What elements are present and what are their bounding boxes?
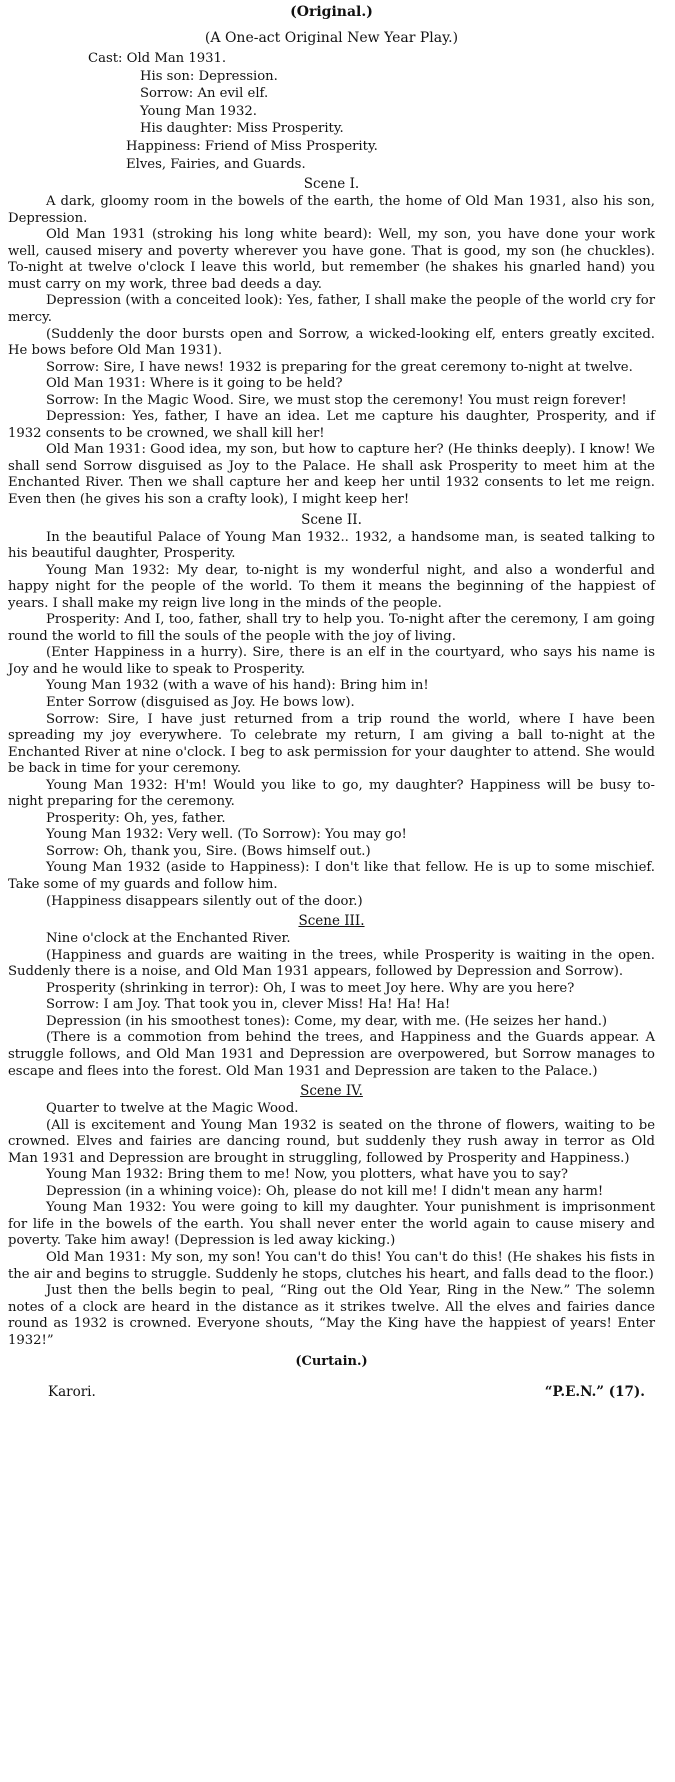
scene-paragraph: Depression (in a whining voice): Oh, please do not kill me! I didn't mean any harm!: [46, 1183, 604, 1199]
scene-paragraph: Young Man 1932 (aside to Happiness): I don't like that fellow. He is up to some mischief. Take some of my guards and follow him.: [8, 860, 655, 893]
scene-paragraph: (Happiness and guards are waiting in the trees, while Prosperity is waiting in the open. Suddenly there is a noise, and Old Man 1931 appears, followed by Depression and Sorrow).: [8, 947, 655, 980]
play-subtitle: (A One-act Original New Year Play.): [204, 30, 459, 46]
scene-paragraph: Depression (in his smoothest tones): Come, my dear, with me. (He seizes her hand.): [46, 1013, 608, 1029]
scene-paragraph: Old Man 1931: My son, my son! You can't do this! You can't do this! (He shakes his fists in the air and begins to struggle. Suddenly he stops, clutches his heart, and falls dead to the floor.): [8, 1249, 655, 1282]
scene-paragraph: Sorrow: Sire, I have news! 1932 is preparing for the great ceremony to-night at twelve.: [46, 359, 633, 375]
scene-3-title: [8, 912, 655, 931]
scene-3-body: [8, 931, 655, 1080]
scene-paragraph: Sorrow: In the Magic Wood. Sire, we must stop the ceremony! You must reign forever!: [46, 392, 627, 408]
scene-paragraph: Young Man 1932: You were going to kill my daughter. Your punishment is imprisonment for life in the bowels of the earth. You shall never enter the world again to cause misery and poverty. Take him away! (Depression is led away kicking.): [8, 1200, 655, 1249]
curtain-line: (Curtain.): [295, 1354, 368, 1370]
byline: [8, 1371, 655, 1401]
original-label: (Original.): [290, 4, 373, 20]
scene-paragraph: Prosperity: Oh, yes, father.: [46, 810, 226, 826]
cast-member: Happiness: Friend of Miss Prosperity.: [126, 138, 378, 154]
scene-paragraph: (Happiness disappears silently out of the door.): [46, 893, 363, 909]
byline-pen-name: “P.E.N.” (17).: [544, 1384, 645, 1401]
scene-paragraph: (Enter Happiness in a hurry). Sire, there is an elf in the courtyard, who says his name is Joy and he would like to speak to Prosperity.: [8, 645, 655, 677]
scene-paragraph: Prosperity: And I, too, father, shall try to help you. To-night after the ceremony, I am going round the world to fill the souls of the people with the joy of living.: [8, 612, 655, 644]
scene-4-title: [8, 1082, 655, 1101]
scene-paragraph: Enter Sorrow (disguised as Joy. He bows low).: [46, 695, 355, 711]
scene-3-title-text: Scene III.: [298, 913, 365, 930]
scene-1-title: Scene I.: [303, 176, 360, 193]
scene-4-body: [8, 1101, 655, 1349]
scene-4-title-text: Scene IV.: [300, 1083, 363, 1100]
cast-lead: Cast: Old Man 1931.: [88, 51, 227, 66]
scene-paragraph: Young Man 1932: Very well. (To Sorrow): You may go!: [46, 827, 407, 843]
scene-paragraph: Old Man 1931: Good idea, my son, but how to capture her? (He thinks deeply). I know! We shall send Sorrow disguised as Joy to the Palace. He shall ask Prosperity to meet him at the Enchanted River. Then we shall capture her and keep her until 1932 consents to let me reign. Even then (he gives his son a crafty look), I might keep her!: [8, 442, 655, 507]
scene-paragraph: Young Man 1932: My dear, to-night is my wonderful night, and also a wonderful and happy night for the people of the world. To them it means the beginning of the happiest of years. I shall make my reign live long in the minds of the people.: [8, 562, 655, 611]
scene-2-title: Scene II.: [301, 511, 362, 528]
scene-paragraph: Sorrow: I am Joy. That took you in, clever Miss! Ha! Ha! Ha!: [46, 997, 451, 1013]
scene-paragraph: Prosperity (shrinking in terror): Oh, I was to meet Joy here. Why are you here?: [46, 980, 575, 996]
scene-2-body: [8, 530, 655, 911]
cast-member: His son: Depression.: [140, 68, 278, 84]
scene-paragraph: Nine o'clock at the Enchanted River.: [46, 931, 291, 947]
scene-paragraph: Just then the bells begin to peal, “Ring out the Old Year, Ring in the New.” The solemn notes of a clock are heard in the distance as it strikes twelve. All the elves and fairies dance round as 1932 is crowned. Everyone shouts, “May the King have the happiest of years! Enter 1932!”: [8, 1283, 655, 1348]
scene-paragraph: Old Man 1931: Where is it going to be held?: [46, 376, 343, 392]
scene-paragraph: Sorrow: Oh, thank you, Sire. (Bows himself out.): [46, 843, 371, 859]
scene-paragraph: Sorrow: Sire, I have just returned from a trip round the world, where I have been spreading my joy everywhere. To celebrate my return, I am giving a ball to-night at the Enchanted River at nine o'clock. I beg to ask permission for your daughter to attend. She would be back in time for your ceremony.: [8, 711, 655, 777]
scene-paragraph: Young Man 1932 (with a wave of his hand): Bring him in!: [46, 678, 429, 694]
cast-member: His daughter: Miss Prosperity.: [140, 121, 344, 137]
byline-place: Karori.: [48, 1384, 96, 1401]
scene-paragraph: Young Man 1932: Bring them to me! Now, you plotters, what have you to say?: [46, 1167, 568, 1183]
scene-paragraph: A dark, gloomy room in the bowels of the earth, the home of Old Man 1931, also his son, Depression.: [8, 194, 655, 226]
scene-1-body: [8, 194, 655, 508]
scene-paragraph: Old Man 1931 (stroking his long white beard): Well, my son, you have done your work well, caused misery and poverty wherever you have gone. That is good, my son (he chuckles). To-night at twelve o'clock I leave this world, but remember (he shakes his gnarled hand) you must carry on my work, three bad deeds a day.: [8, 227, 655, 292]
scene-paragraph: Quarter to twelve at the Magic Wood.: [46, 1101, 299, 1117]
scene-paragraph: Depression: Yes, father, I have an idea. Let me capture his daughter, Prosperity, and if 1932 consents to be crowned, we shall kill her!: [8, 409, 655, 441]
scene-paragraph: Young Man 1932: H'm! Would you like to go, my daughter? Happiness will be busy to-night preparing for the ceremony.: [8, 777, 655, 810]
cast-member: Sorrow: An evil elf.: [140, 86, 269, 102]
cast-member: Young Man 1932.: [140, 103, 257, 119]
scene-paragraph: (All is excitement and Young Man 1932 is seated on the throne of flowers, waiting to be crowned. Elves and fairies are dancing round, but suddenly they rush away in terror as Old Man 1931 and Depression are brought in struggling, followed by Prosperity and Happiness.): [8, 1117, 655, 1166]
scene-paragraph: In the beautiful Palace of Young Man 1932.. 1932, a handsome man, is seated talking to his beautiful daughter, Prosperity.: [8, 529, 655, 562]
cast-member: Elves, Fairies, and Guards.: [126, 156, 306, 172]
scene-paragraph: (There is a commotion from behind the trees, and Happiness and the Guards appear. A struggle follows, and Old Man 1931 and Depression are overpowered, but Sorrow manages to escape and flees into the forest. Old Man 1931 and Depression are taken to the Palace.): [8, 1030, 655, 1079]
cast-list: [8, 50, 655, 173]
scene-paragraph: Depression (with a conceited look): Yes, father, I shall make the people of the world cry for mercy.: [8, 293, 655, 325]
scene-paragraph: (Suddenly the door bursts open and Sorrow, a wicked-looking elf, enters greatly excited. He bows before Old Man 1931).: [8, 326, 655, 359]
